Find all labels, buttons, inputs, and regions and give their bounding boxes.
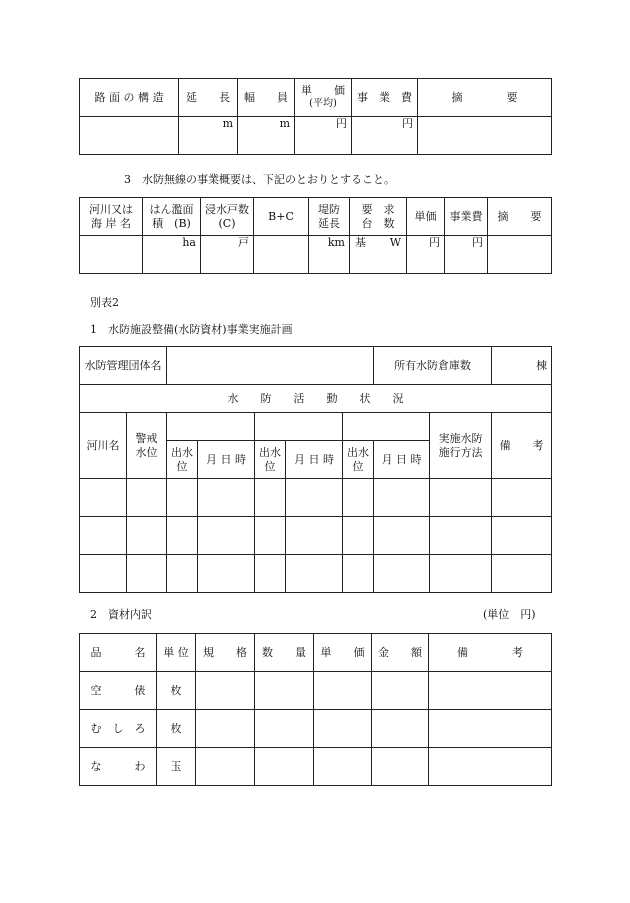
header-b-plus-c: B+C — [254, 198, 309, 236]
table-cell — [255, 555, 286, 593]
table-cell — [80, 555, 127, 593]
cell-width-unit: m — [238, 117, 295, 155]
material-unit: 玉 — [157, 748, 196, 786]
unit-base: 基 — [355, 236, 366, 249]
org-name-label: 水防管理団体名 — [80, 347, 167, 385]
water-level-2-line2: 位 — [264, 459, 276, 473]
table-cell — [255, 479, 286, 517]
table-cell — [314, 748, 372, 786]
table-cell — [255, 710, 314, 748]
table-cell — [167, 555, 198, 593]
materials-table — [79, 633, 552, 786]
cell-houses-unit: 戸 — [201, 236, 254, 274]
table-row — [80, 710, 552, 748]
radio-project-table — [79, 197, 552, 274]
material-unit: 枚 — [157, 710, 196, 748]
header-requested-units — [350, 198, 407, 236]
header-method-line2: 施行方法 — [438, 445, 483, 459]
section1-title: 1 水防施設整備(水防資材)事業実施計画 — [90, 323, 293, 336]
header-river-line2: 海 岸 名 — [91, 216, 131, 230]
cell-river-name — [80, 236, 143, 274]
implementation-plan-table — [79, 346, 552, 593]
material-unit: 枚 — [157, 672, 196, 710]
table-cell — [372, 748, 429, 786]
table-cell — [80, 479, 127, 517]
header-houses-line1: 浸水戸数 — [205, 202, 249, 216]
header-datetime-3: 月 日 時 — [374, 441, 430, 479]
header-water-level-1 — [167, 441, 198, 479]
header-method-line1: 実施水防 — [438, 431, 483, 445]
header-datetime-1: 月 日 時 — [198, 441, 255, 479]
cell-summary — [418, 117, 552, 155]
warehouse-count-unit: 棟 — [492, 347, 552, 385]
table-cell — [167, 517, 198, 555]
cell-levee-unit: km — [309, 236, 350, 274]
header-warning-level — [127, 413, 167, 479]
table-cell — [127, 555, 167, 593]
cell-length-unit: m — [179, 117, 238, 155]
header-amount: 金 額 — [372, 634, 429, 672]
cell-road-structure — [80, 117, 179, 155]
header-levee-line1: 堤防 — [318, 202, 340, 216]
header-warning-line1: 警戒 — [135, 431, 158, 445]
cell-unit-price-unit: 円 — [407, 236, 445, 274]
header-unit-price — [295, 79, 352, 117]
header-unit-price-label: 単 価 — [301, 84, 345, 98]
table-cell — [286, 517, 343, 555]
activity-status-title: 水 防 活 動 状 況 — [80, 385, 552, 413]
water-level-3-line1: 出水 — [347, 445, 370, 459]
header-levee-length — [309, 198, 350, 236]
water-level-1-line1: 出水 — [171, 445, 193, 459]
header-summary: 摘 要 — [418, 79, 552, 117]
table-cell — [255, 672, 314, 710]
header-flood-area-line1: はん濫面 — [149, 202, 194, 216]
material-name: む し ろ — [80, 710, 157, 748]
table-cell — [127, 517, 167, 555]
header-unit-price-average: (平均) — [309, 98, 337, 110]
section2-title: 2 資材内訳 — [90, 608, 152, 621]
table-cell — [429, 710, 552, 748]
header-unit-price: 単価 — [407, 198, 445, 236]
cell-flood-area-unit: ha — [143, 236, 201, 274]
table-cell — [430, 555, 492, 593]
header-remarks: 備 考 — [429, 634, 552, 672]
table-cell — [372, 672, 429, 710]
header-inundated-houses — [201, 198, 254, 236]
table-cell — [374, 479, 430, 517]
cell-project-cost-unit: 円 — [445, 236, 488, 274]
table-cell — [374, 555, 430, 593]
table-cell — [430, 517, 492, 555]
header-group-3 — [343, 413, 430, 441]
header-length: 延 長 — [179, 79, 238, 117]
table-cell — [372, 710, 429, 748]
table-cell — [255, 517, 286, 555]
header-levee-line2: 延長 — [318, 216, 340, 230]
header-width: 幅 員 — [238, 79, 295, 117]
header-unit-price: 単 価 — [314, 634, 372, 672]
table-row — [80, 479, 552, 517]
table-cell — [314, 710, 372, 748]
header-implementation-method — [430, 413, 492, 479]
table-cell — [492, 517, 552, 555]
header-flood-area-line2: 積 (B) — [152, 216, 191, 230]
table-cell — [286, 479, 343, 517]
table-cell — [196, 710, 255, 748]
org-name-value — [167, 347, 374, 385]
table-cell — [80, 517, 127, 555]
table-cell — [343, 479, 374, 517]
table-row — [80, 517, 552, 555]
table-cell — [492, 479, 552, 517]
road-structure-table — [79, 78, 552, 155]
table-row — [80, 555, 552, 593]
unit-watt: W — [389, 236, 401, 249]
header-water-level-3 — [343, 441, 374, 479]
header-request-line2: 台 数 — [361, 216, 395, 230]
header-unit: 単 位 — [157, 634, 196, 672]
warehouse-count-label: 所有水防倉庫数 — [374, 347, 492, 385]
cell-project-cost-unit: 円 — [352, 117, 418, 155]
header-request-line1: 要 求 — [361, 202, 395, 216]
header-river-coast-name — [80, 198, 143, 236]
header-datetime-2: 月 日 時 — [286, 441, 343, 479]
material-name: な わ — [80, 748, 157, 786]
table-cell — [492, 555, 552, 593]
table-cell — [196, 672, 255, 710]
water-level-1-line2: 位 — [176, 459, 188, 473]
header-specification: 規 格 — [196, 634, 255, 672]
table-row — [80, 672, 552, 710]
cell-request-units — [350, 236, 407, 274]
table-cell — [343, 517, 374, 555]
cell-summary — [488, 236, 552, 274]
water-level-2-line1: 出水 — [259, 445, 281, 459]
section3-text: 3 水防無線の事業概要は、下記のとおりとすること。 — [124, 173, 395, 186]
appendix-label: 別表2 — [90, 296, 119, 309]
table-cell — [430, 479, 492, 517]
water-level-3-line2: 位 — [352, 459, 364, 473]
header-river-line1: 河川又は — [89, 202, 133, 216]
header-project-cost: 事 業 費 — [352, 79, 418, 117]
header-river-name: 河川名 — [80, 413, 127, 479]
header-warning-line2: 水位 — [135, 445, 158, 459]
table-cell — [343, 555, 374, 593]
table-cell — [198, 479, 255, 517]
header-quantity: 数 量 — [255, 634, 314, 672]
header-flood-area — [143, 198, 201, 236]
material-name: 空 俵 — [80, 672, 157, 710]
table-row — [80, 748, 552, 786]
table-cell — [198, 517, 255, 555]
section2-unit-note: (単位 円) — [483, 608, 536, 621]
header-group-2 — [255, 413, 343, 441]
table-cell — [196, 748, 255, 786]
header-project-cost: 事業費 — [445, 198, 488, 236]
header-houses-line2: (C) — [218, 216, 236, 230]
header-summary: 摘 要 — [488, 198, 552, 236]
cell-unit-price-unit: 円 — [295, 117, 352, 155]
table-cell — [255, 748, 314, 786]
header-water-level-2 — [255, 441, 286, 479]
cell-b-plus-c — [254, 236, 309, 274]
header-item-name: 品 名 — [80, 634, 157, 672]
table-cell — [167, 479, 198, 517]
table-cell — [429, 672, 552, 710]
table-cell — [286, 555, 343, 593]
table-cell — [374, 517, 430, 555]
table-cell — [314, 672, 372, 710]
header-road-structure: 路 面 の 構 造 — [80, 79, 179, 117]
table-cell — [429, 748, 552, 786]
table-cell — [198, 555, 255, 593]
header-group-1 — [167, 413, 255, 441]
header-remarks: 備 考 — [492, 413, 552, 479]
table-cell — [127, 479, 167, 517]
